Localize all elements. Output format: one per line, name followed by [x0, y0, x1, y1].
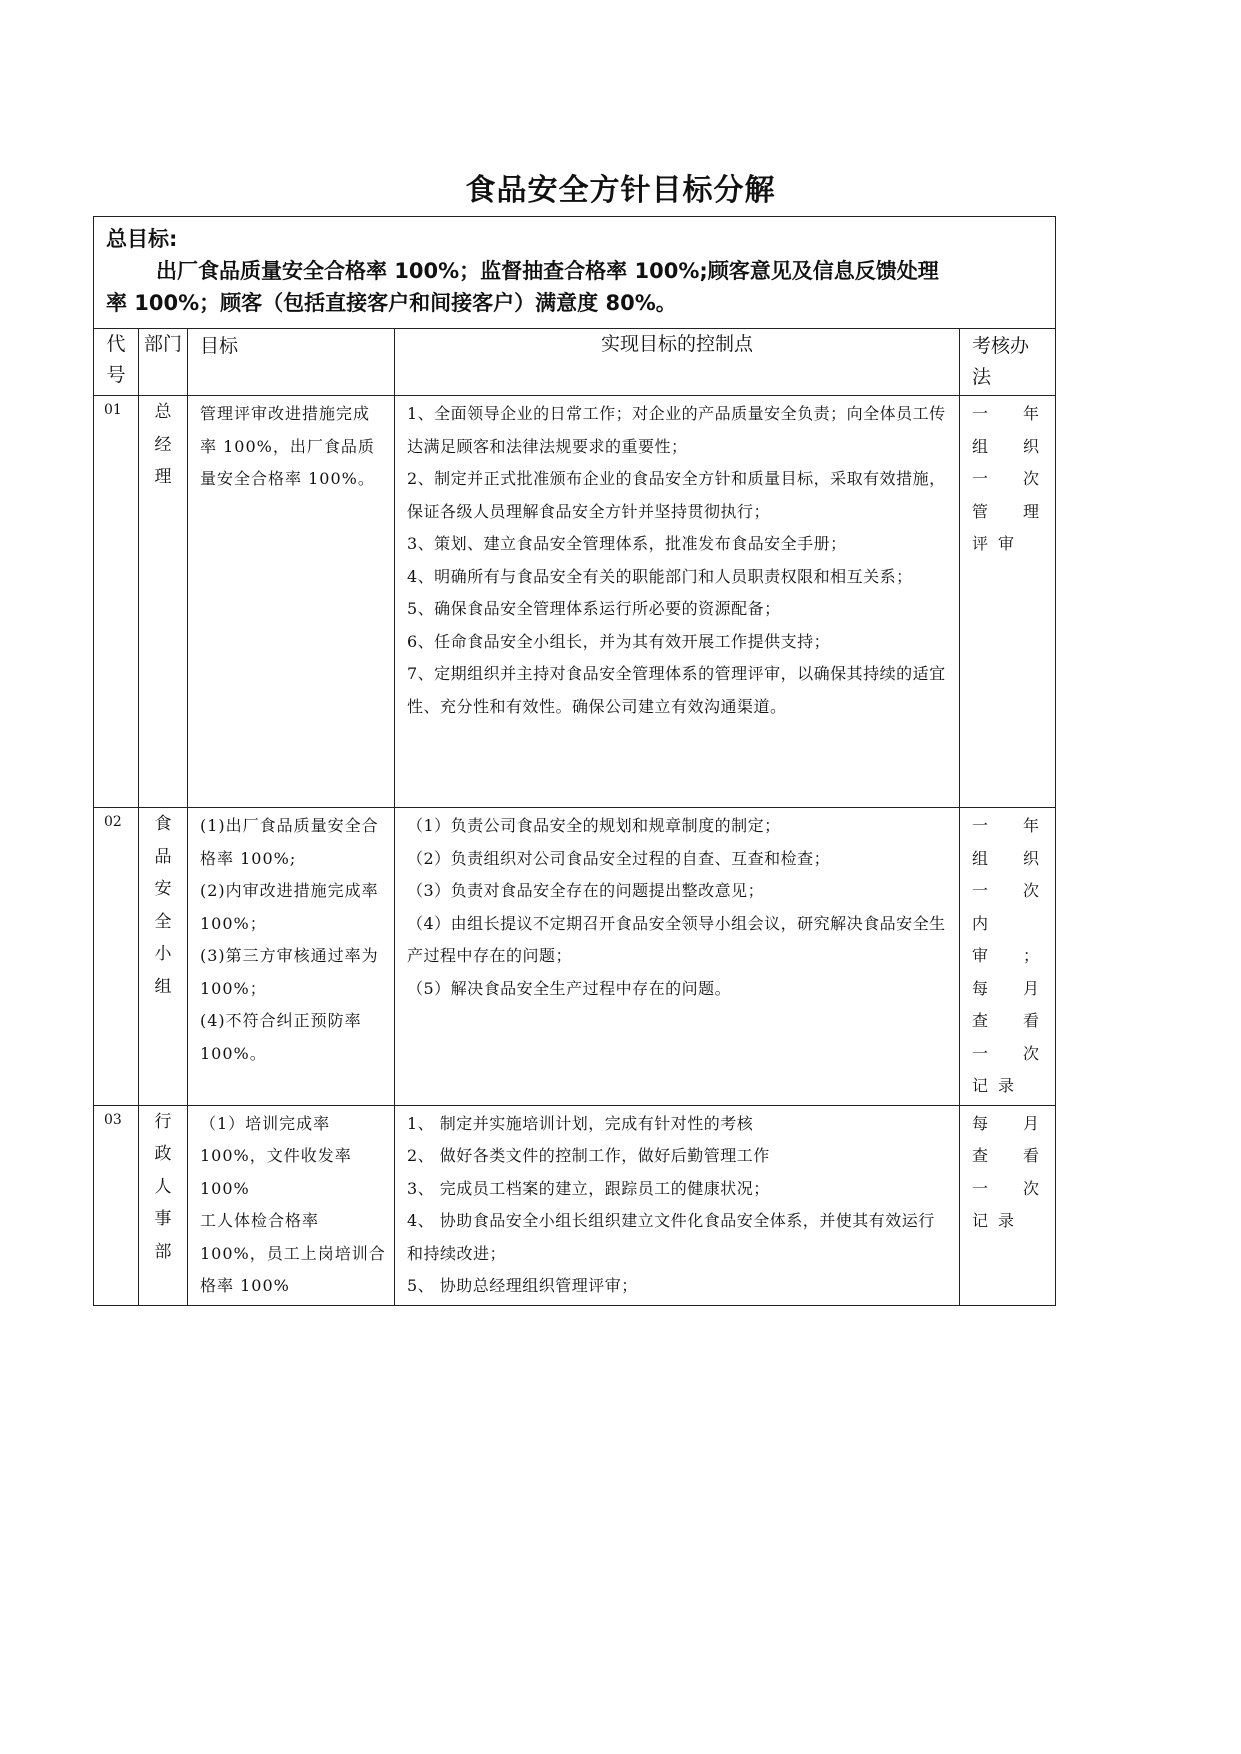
overall-target-label: 总目标:: [106, 227, 178, 251]
header-dept: 部门: [139, 329, 188, 396]
control-item: （5）解决食品安全生产过程中存在的问题。: [407, 978, 732, 998]
overall-target-cell: [94, 217, 1056, 329]
control-item: 2、制定并正式批准颁布企业的食品安全方针和质量目标，采取有效措施，保证各级人员理解食品安全方针并坚持贯彻执行；: [407, 469, 946, 521]
target-item: (1)出厂食品质量安全合格率 100%;: [200, 816, 379, 868]
control-item: 3、 完成员工档案的建立，跟踪员工的健康状况；: [407, 1178, 770, 1198]
overall-target-line-2: 率 100%；顾客（包括直接客户和间接客户）满意度 80%。: [106, 291, 677, 315]
target-item: 工人体检合格率 100%，员工上岗培训合格率 100%: [200, 1211, 386, 1295]
control-item: 4、 协助食品安全小组长组织建立文件化食品安全体系，并使其有效运行和持续改进；: [407, 1211, 935, 1263]
dept-char: 政: [154, 1144, 172, 1164]
dept-char: 事: [154, 1209, 172, 1229]
dept-char: 安: [154, 879, 172, 899]
dept-char: 总: [154, 402, 172, 422]
target-table: [93, 216, 1056, 1306]
header-target: 目标: [188, 329, 395, 396]
row-target: [188, 1105, 395, 1305]
row-dept: [139, 808, 188, 1106]
page-title: 食品安全方针目标分解: [465, 173, 776, 208]
control-item: 1、 制定并实施培训计划，完成有针对性的考核: [407, 1113, 754, 1133]
row-target: [188, 396, 395, 808]
row-controls: [395, 1105, 960, 1305]
control-item: 7、定期组织并主持对食品安全管理体系的管理评审，以确保其持续的适宜性、充分性和有效性。确保公司建立有效沟通渠道。: [407, 664, 946, 716]
control-item: （3）负责对食品安全存在的问题提出整改意见；: [407, 881, 765, 900]
dept-char: 行: [154, 1111, 172, 1132]
control-item: （2）负责组织对公司食品安全过程的自查、互查和检查；: [407, 848, 831, 868]
target-item: （1）培训完成率 100%，文件收发率 100%: [200, 1113, 352, 1198]
row-code: 01: [94, 396, 139, 808]
dept-char: 理: [154, 467, 172, 487]
header-row: [94, 329, 1056, 396]
header-assess: 考核办法: [960, 329, 1056, 396]
row-target: [188, 808, 395, 1106]
dept-char: 小: [154, 944, 172, 964]
target-item: (3)第三方审核通过率为 100%；: [200, 946, 379, 998]
overall-target-line-1: 出厂食品质量安全合格率 100%；监督抽查合格率 100%;顾客意见及信息反馈处理: [156, 259, 939, 283]
dept-char: 全: [154, 911, 172, 932]
row-code: 02: [94, 808, 139, 1106]
control-item: 3、策划、建立食品安全管理体系，批准发布食品安全手册；: [407, 534, 847, 553]
target-item: (4)不符合纠正预防率 100%。: [200, 1011, 362, 1063]
row-assess: 每月查看一次记录: [960, 1105, 1056, 1305]
row-controls: [395, 396, 960, 808]
dept-char: 品: [154, 846, 172, 867]
row-controls: [395, 808, 960, 1106]
dept-char: 经: [154, 434, 172, 455]
control-item: （1）负责公司食品安全的规划和规章制度的制定；: [407, 816, 781, 835]
control-item: 6、任命食品安全小组长，并为其有效开展工作提供支持；: [407, 631, 831, 651]
row-dept: [139, 396, 188, 808]
dept-char: 人: [154, 1176, 172, 1197]
row-assess: 一年组织一次内审；每月查看一次记录: [960, 808, 1056, 1106]
dept-char: 食: [154, 814, 172, 834]
row-dept: [139, 1105, 188, 1305]
target-item: 管理评审改进措施完成率 100%，出厂食品质量安全合格率 100%。: [200, 404, 375, 488]
control-item: 5、 协助总经理组织管理评审；: [407, 1276, 638, 1295]
control-item: （4）由组长提议不定期召开食品安全领导小组会议，研究解决食品安全生产过程中存在的问题；: [407, 913, 946, 965]
row-assess: 一年组织一次管理评审: [960, 396, 1056, 808]
row-code: 03: [94, 1105, 139, 1305]
dept-char: 部: [154, 1241, 172, 1262]
control-item: 2、 做好各类文件的控制工作，做好后勤管理工作: [407, 1146, 770, 1165]
control-item: 1、全面领导企业的日常工作；对企业的产品质量安全负责；向全体员工传达满足顾客和法律法规要求的重要性；: [407, 404, 946, 456]
dept-char: 组: [154, 976, 172, 997]
target-item: (2)内审改进措施完成率 100%；: [200, 881, 379, 933]
table-row: [94, 1105, 1056, 1305]
control-item: 5、确保食品安全管理体系运行所必要的资源配备；: [407, 599, 781, 618]
table-row: [94, 396, 1056, 808]
header-control: 实现目标的控制点: [395, 329, 960, 396]
header-code: 代号: [94, 329, 139, 396]
control-item: 4、明确所有与食品安全有关的职能部门和人员职责权限和相互关系；: [407, 566, 913, 586]
table-row: [94, 808, 1056, 1106]
